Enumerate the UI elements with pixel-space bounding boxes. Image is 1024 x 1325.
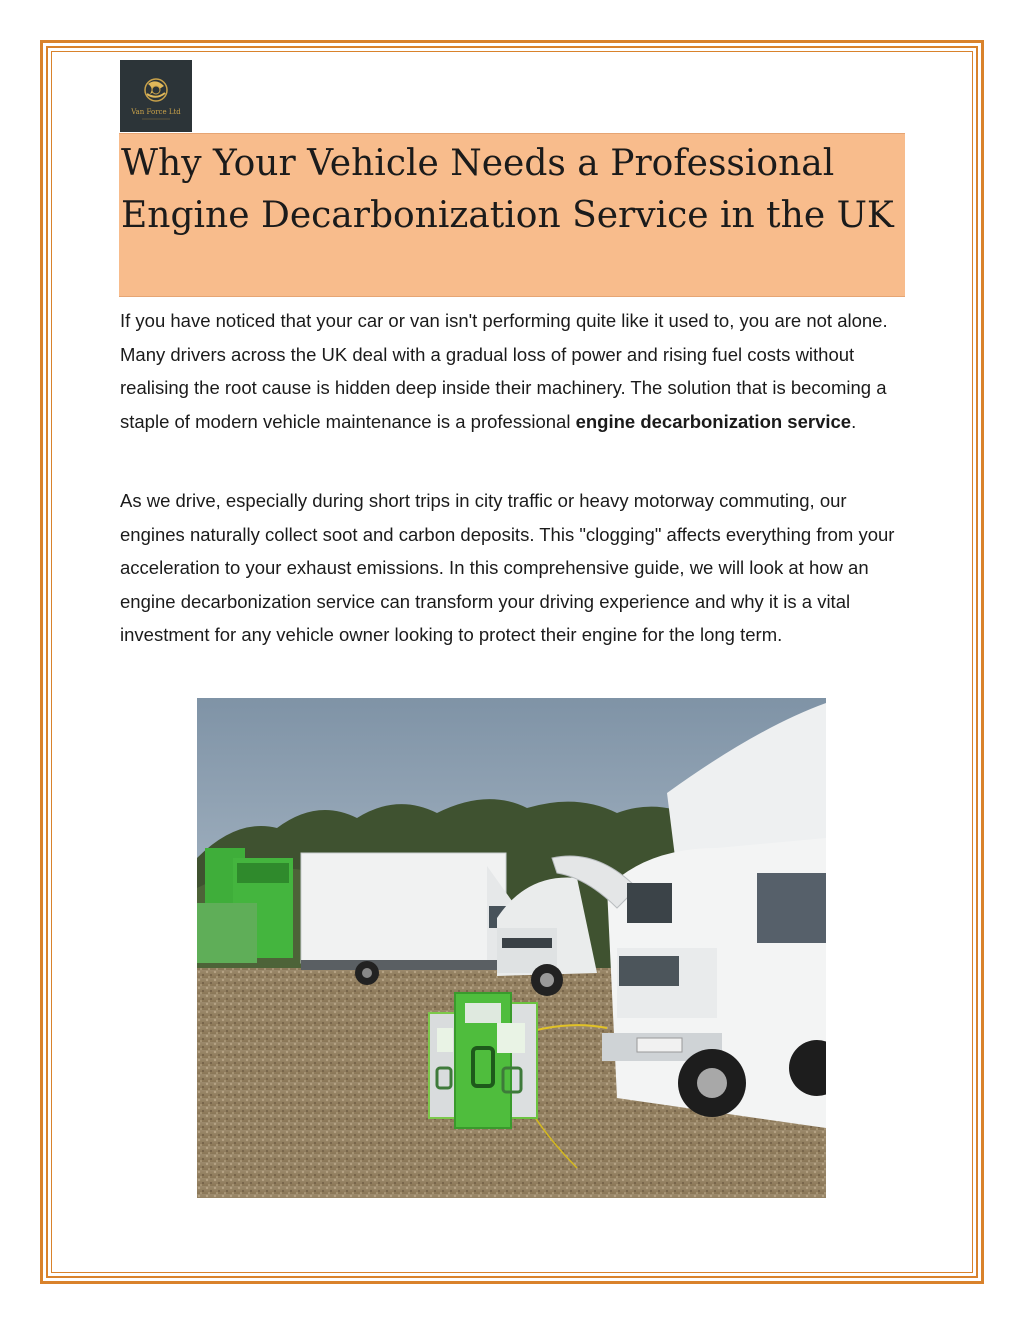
intro-paragraph — [120, 304, 910, 438]
guide-paragraph: As we drive, especially during short trips in city traffic or heavy motorway commuting, our engines naturally collect soot and carbon deposits. This "clogging" affects everything from your acceleration to your exhaust emissions. In this comprehensive guide, we will look at how an engine decarbonization service can transform your driving experience and why it is a vital investment for any vehicle owner looking to protect their engine for the long term. — [120, 490, 895, 645]
vans-decarbonization-photo — [197, 698, 826, 1198]
intro-text-start: If you have noticed that your car or van isn't performing quite like it used to, you are not alone. Many drivers across the UK deal with a gradual loss of power and rising fuel costs without realising the root cause is hidden deep inside their machinery. The solution that is becoming a staple of modern vehicle maintenance is a professional — [120, 310, 888, 432]
title-highlight — [119, 133, 905, 297]
globe-logo-icon — [120, 60, 192, 132]
intro-text-end: . — [851, 410, 857, 432]
page-title: Why Your Vehicle Needs a Professional Engine Decarbonization Service in the UK — [121, 143, 894, 236]
company-logo — [120, 60, 192, 132]
logo-text: Van Force Ltd — [131, 108, 181, 116]
intro-bold-keyword: engine decarbonization service — [575, 410, 852, 432]
